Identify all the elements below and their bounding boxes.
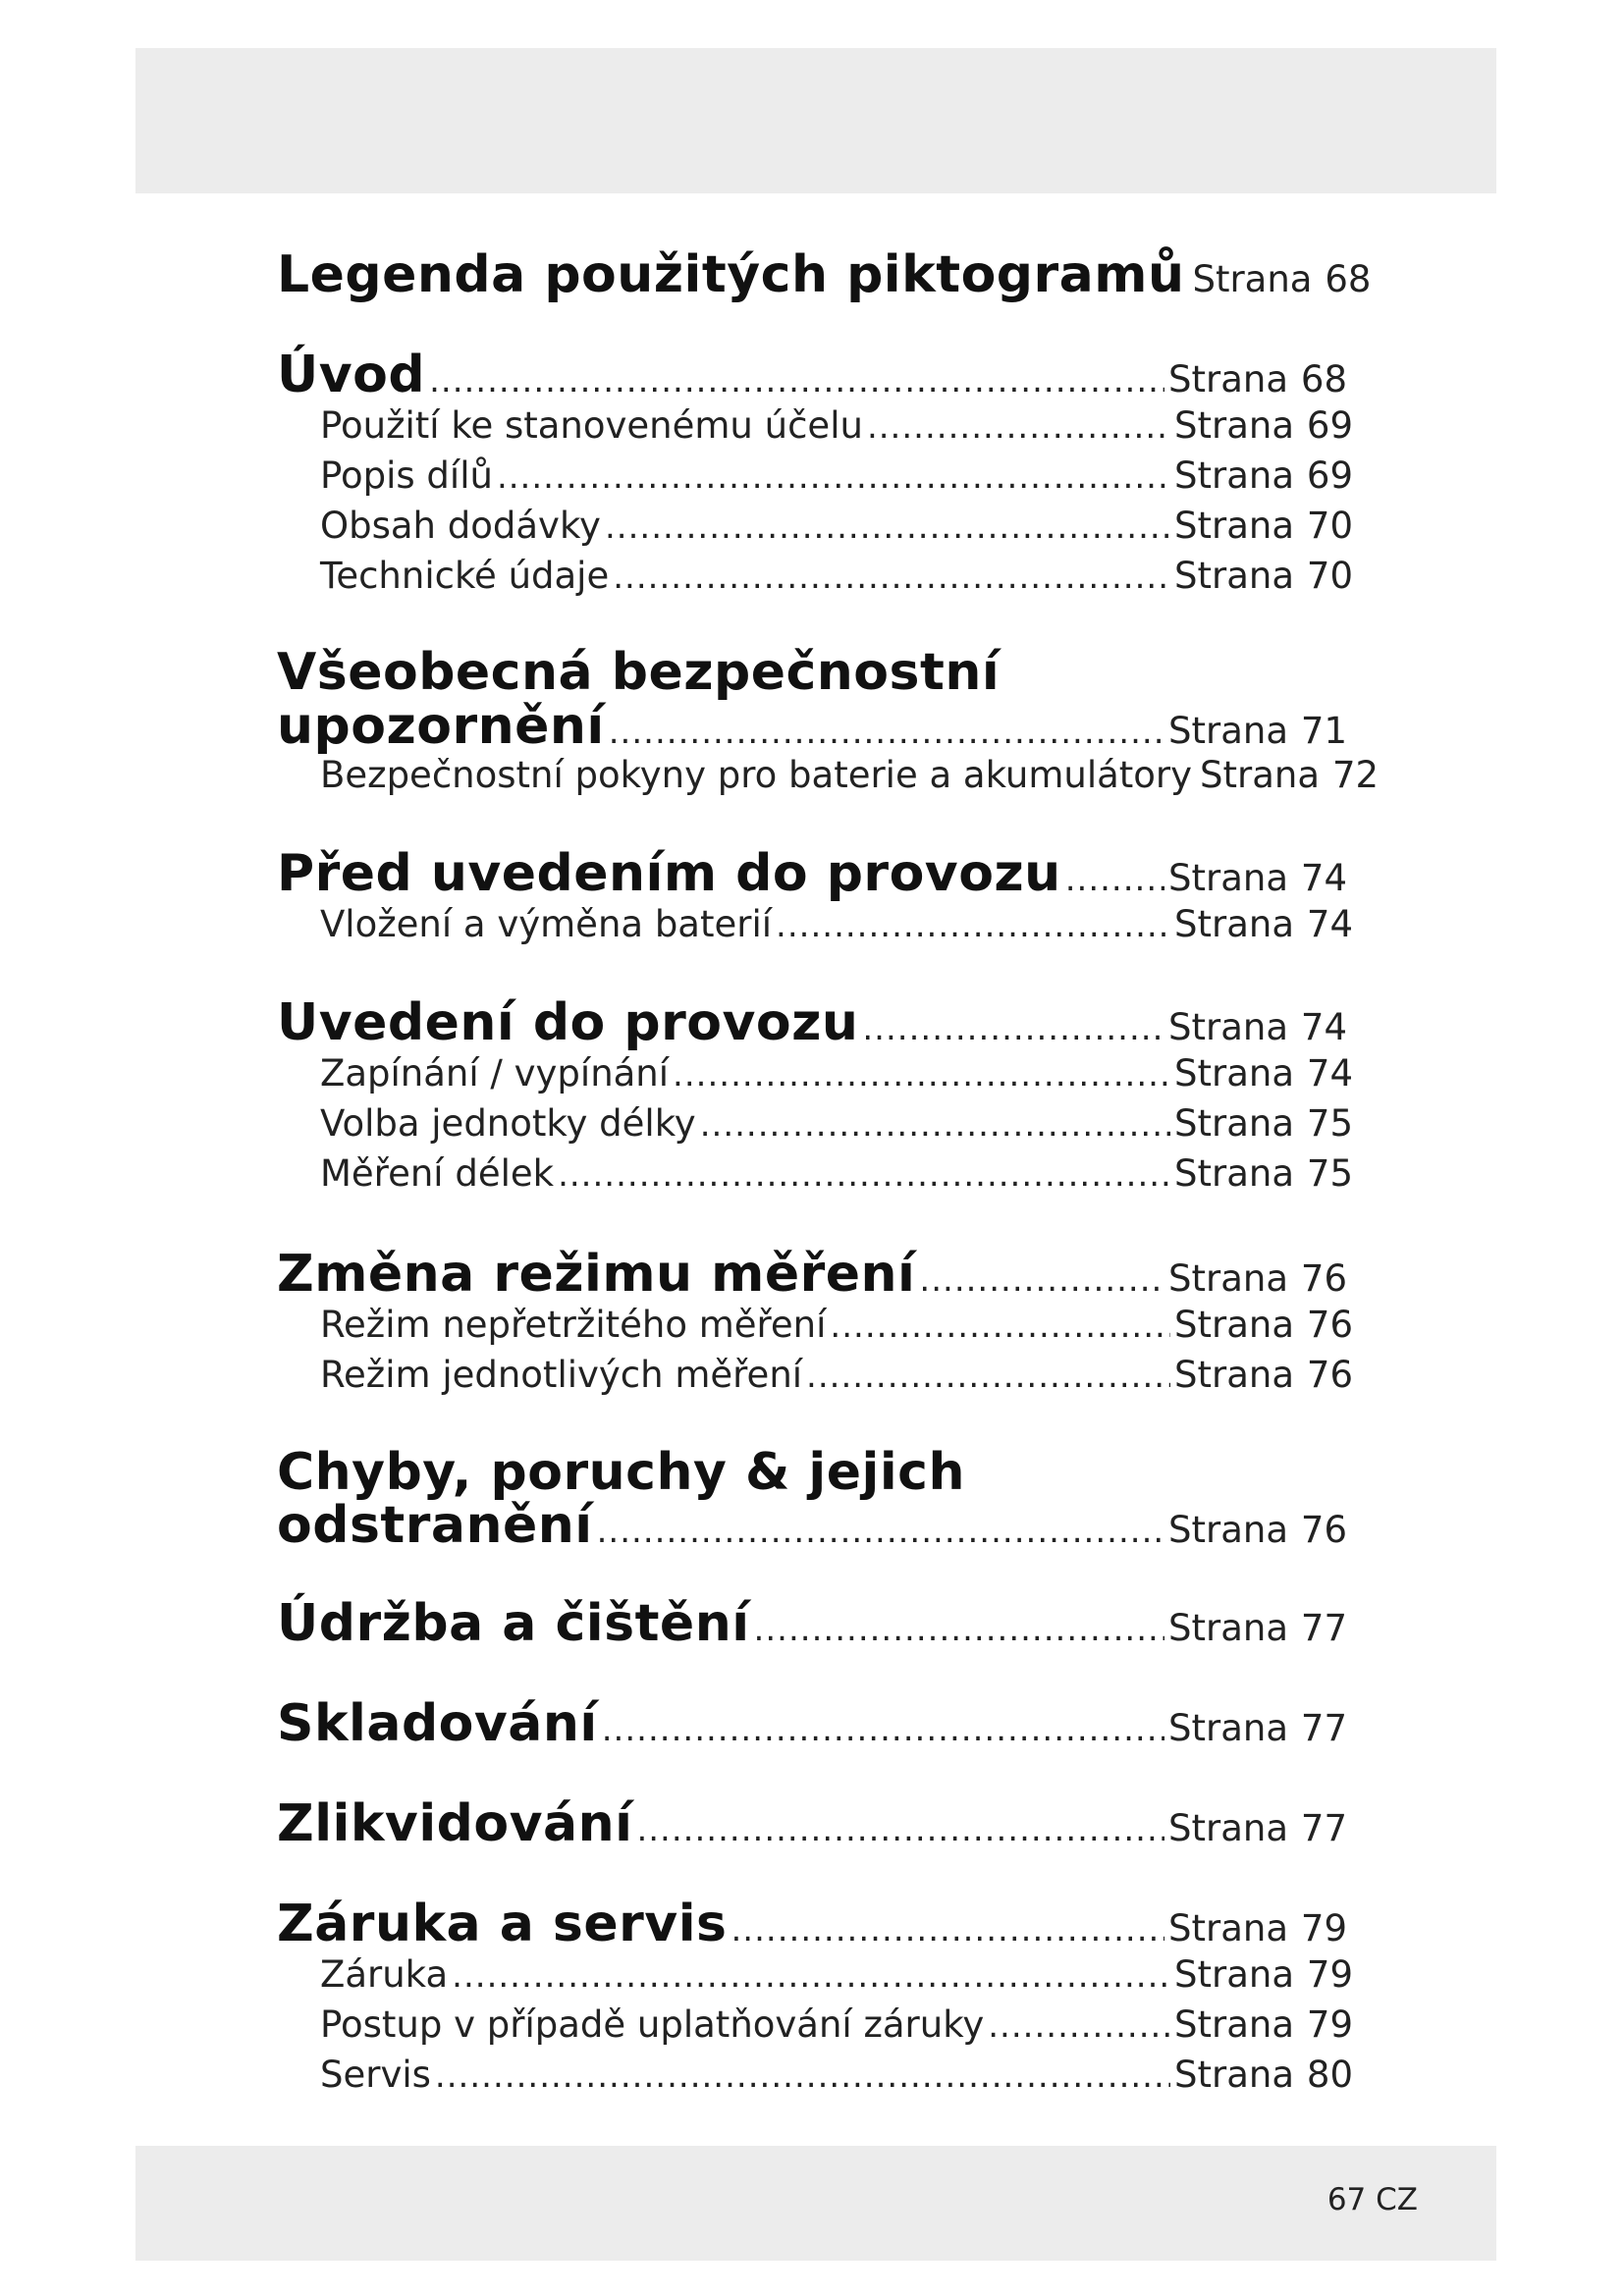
- toc-entry-skladovani[interactable]: [277, 1694, 1347, 1753]
- dot-leader: [754, 1610, 1164, 1649]
- toc-entry-chyby[interactable]: [277, 1496, 1347, 1555]
- toc-entry-title: Měření délek: [320, 1152, 555, 1195]
- toc-entry-title: Postup v případě uplatňování záruky: [320, 2003, 985, 2046]
- toc-page-number: 68: [1325, 258, 1372, 300]
- toc-entry-technicke[interactable]: [320, 555, 1353, 597]
- toc-entry-title: Záruka a servis: [277, 1895, 728, 1953]
- dot-leader: [452, 1956, 1170, 1996]
- toc-strana-label: Strana: [1173, 1102, 1294, 1145]
- dot-leader: [806, 1357, 1170, 1396]
- toc-entry-title: Vložení a výměna baterií: [320, 903, 773, 945]
- dot-leader: [731, 1910, 1164, 1949]
- toc-strana-label: Strana: [1167, 1707, 1288, 1749]
- toc-entry-title: Technické údaje: [320, 555, 610, 597]
- toc-entry-title: Volba jednotky délky: [320, 1102, 696, 1145]
- toc-strana-label: Strana: [1167, 1509, 1288, 1551]
- toc-page-number: 75: [1306, 1102, 1353, 1145]
- toc-entry-title: Zapínání / vypínání: [320, 1052, 670, 1095]
- toc-entry-popis[interactable]: [320, 454, 1353, 497]
- toc-entry-title: Zlikvidování: [277, 1794, 633, 1853]
- toc-entry-title: Použití ke stanovenému účelu: [320, 404, 863, 447]
- toc-entry-title: Bezpečnostní pokyny pro baterie a akumulátory: [320, 754, 1193, 796]
- toc-page-number: 76: [1306, 1304, 1353, 1346]
- toc-entry-uvedeni[interactable]: [277, 993, 1347, 1052]
- toc-page-number: 79: [1306, 2003, 1353, 2046]
- toc-page-number: 71: [1300, 710, 1347, 752]
- toc-strana-label: Strana: [1173, 555, 1294, 597]
- toc-entry-title: Údržba a čištění: [277, 1594, 750, 1653]
- dot-leader: [919, 1260, 1164, 1300]
- toc-entry-legenda[interactable]: [277, 245, 1372, 304]
- toc-page-number: 70: [1306, 505, 1353, 547]
- toc-entry-title: Režim jednotlivých měření: [320, 1354, 803, 1396]
- dot-leader: [609, 713, 1164, 752]
- toc-page-number: 68: [1300, 358, 1347, 400]
- toc-strana-label: Strana: [1200, 754, 1321, 796]
- dot-leader: [558, 1155, 1170, 1195]
- toc-page-number: 79: [1300, 1907, 1347, 1949]
- toc-entry-title: Režim nepřetržitého měření: [320, 1304, 827, 1346]
- toc-strana-label: Strana: [1173, 2054, 1294, 2096]
- dot-leader: [597, 1512, 1164, 1551]
- toc-entry-title: Obsah dodávky: [320, 505, 601, 547]
- toc-strana-label: Strana: [1167, 710, 1288, 752]
- toc-entry-zlikvidovani[interactable]: [277, 1794, 1347, 1853]
- toc-page-number: 72: [1331, 754, 1380, 796]
- toc-page-number: 74: [1306, 903, 1353, 945]
- toc-entry-zaruka[interactable]: [320, 1953, 1353, 1996]
- dot-leader: [867, 407, 1170, 447]
- toc-page-number: 80: [1306, 2054, 1353, 2096]
- toc-page-number: 79: [1306, 1953, 1353, 1996]
- toc-strana-label: Strana: [1173, 1354, 1294, 1396]
- toc-strana-label: Strana: [1167, 358, 1288, 400]
- dot-leader: [429, 361, 1164, 400]
- toc-strana-label: Strana: [1173, 903, 1294, 945]
- toc-page-number: 74: [1300, 857, 1347, 899]
- toc-page-number: 74: [1306, 1052, 1353, 1095]
- header-band: [135, 48, 1496, 193]
- toc-page-number: 77: [1300, 1707, 1347, 1749]
- dot-leader: [830, 1307, 1170, 1346]
- toc-entry-title: Skladování: [277, 1694, 598, 1753]
- toc-page-number: 76: [1306, 1354, 1353, 1396]
- dot-leader: [862, 1009, 1164, 1048]
- toc-page-number: 77: [1300, 1807, 1347, 1849]
- toc-strana-label: Strana: [1167, 857, 1288, 899]
- dot-leader: [435, 2056, 1170, 2096]
- toc-entry-volba[interactable]: [320, 1102, 1353, 1145]
- toc-strana-label: Strana: [1173, 404, 1294, 447]
- toc-entry-uvod[interactable]: [277, 346, 1347, 404]
- toc-strana-label: Strana: [1173, 1052, 1294, 1095]
- toc-entry-obsah[interactable]: [320, 505, 1353, 547]
- dot-leader: [700, 1105, 1170, 1145]
- toc-entry-servis[interactable]: [320, 2054, 1353, 2096]
- toc-entry-title: Chyby, poruchy & jejich: [277, 1443, 966, 1502]
- toc-strana-label: Strana: [1167, 1807, 1288, 1849]
- page-number-footer: 67 CZ: [1326, 2182, 1418, 2217]
- toc-entry-vlozeni[interactable]: [320, 903, 1353, 945]
- toc-page-number: 76: [1300, 1509, 1347, 1551]
- toc-page-number: 76: [1300, 1257, 1347, 1300]
- dot-leader: [1065, 860, 1164, 899]
- toc-entry-title: Úvod: [277, 346, 426, 404]
- dot-leader: [613, 558, 1170, 597]
- toc-page-number: 70: [1306, 555, 1353, 597]
- toc-entry-title: Servis: [320, 2054, 431, 2096]
- dot-leader: [673, 1055, 1170, 1095]
- toc-entry-zapinani[interactable]: [320, 1052, 1353, 1095]
- toc-strana-label: Strana: [1192, 258, 1313, 300]
- dot-leader: [602, 1710, 1164, 1749]
- toc-strana-label: Strana: [1167, 1607, 1288, 1649]
- toc-strana-label: Strana: [1173, 505, 1294, 547]
- toc-strana-label: Strana: [1173, 2003, 1294, 2046]
- toc-entry-udrzba[interactable]: [277, 1594, 1347, 1653]
- toc-entry-nepretrzite[interactable]: [320, 1304, 1353, 1346]
- toc-entry-title: Uvedení do provozu: [277, 993, 859, 1052]
- toc-entry-title: Před uvedením do provozu: [277, 844, 1061, 903]
- toc-strana-label: Strana: [1173, 454, 1294, 497]
- toc-strana-label: Strana: [1167, 1907, 1288, 1949]
- dot-leader: [497, 457, 1170, 497]
- toc-strana-label: Strana: [1173, 1953, 1294, 1996]
- dot-leader: [605, 507, 1170, 547]
- toc-page-number: 74: [1300, 1006, 1347, 1048]
- toc-page-number: 69: [1306, 454, 1353, 497]
- toc-entry-title: upozornění: [277, 697, 605, 756]
- toc-strana-label: Strana: [1173, 1304, 1294, 1346]
- dot-leader: [636, 1810, 1164, 1849]
- footer-band: [135, 2146, 1496, 2261]
- toc-entry-jednotlive[interactable]: [320, 1354, 1353, 1396]
- toc-entry-mereni[interactable]: [320, 1152, 1353, 1195]
- toc-entry-title: Legenda použitých piktogramů: [277, 245, 1185, 304]
- toc-page-number: 75: [1306, 1152, 1353, 1195]
- toc-page-number: 77: [1300, 1607, 1347, 1649]
- toc-page-number: 69: [1306, 404, 1353, 447]
- toc-strana-label: Strana: [1167, 1006, 1288, 1048]
- dot-leader: [988, 2006, 1170, 2046]
- toc-entry-zaruka-servis[interactable]: [277, 1895, 1347, 1953]
- toc-strana-label: Strana: [1167, 1257, 1288, 1300]
- toc-strana-label: Strana: [1173, 1152, 1294, 1195]
- toc-entry-pred[interactable]: [277, 844, 1347, 903]
- toc-entry-title: Záruka: [320, 1953, 449, 1996]
- toc-entry-postup[interactable]: [320, 2003, 1353, 2046]
- toc-entry-title: Všeobecná bezpečnostní: [277, 643, 1001, 702]
- toc-entry-bezpecnostni[interactable]: [320, 754, 1380, 796]
- toc-entry-title: Změna režimu měření: [277, 1245, 916, 1304]
- toc-entry-title: odstranění: [277, 1496, 593, 1555]
- toc-entry-pouziti[interactable]: [320, 404, 1353, 447]
- toc-entry-vseobecna[interactable]: [277, 697, 1347, 756]
- toc-entry-zmena[interactable]: [277, 1245, 1347, 1304]
- dot-leader: [776, 906, 1170, 945]
- toc-entry-title: Popis dílů: [320, 454, 493, 497]
